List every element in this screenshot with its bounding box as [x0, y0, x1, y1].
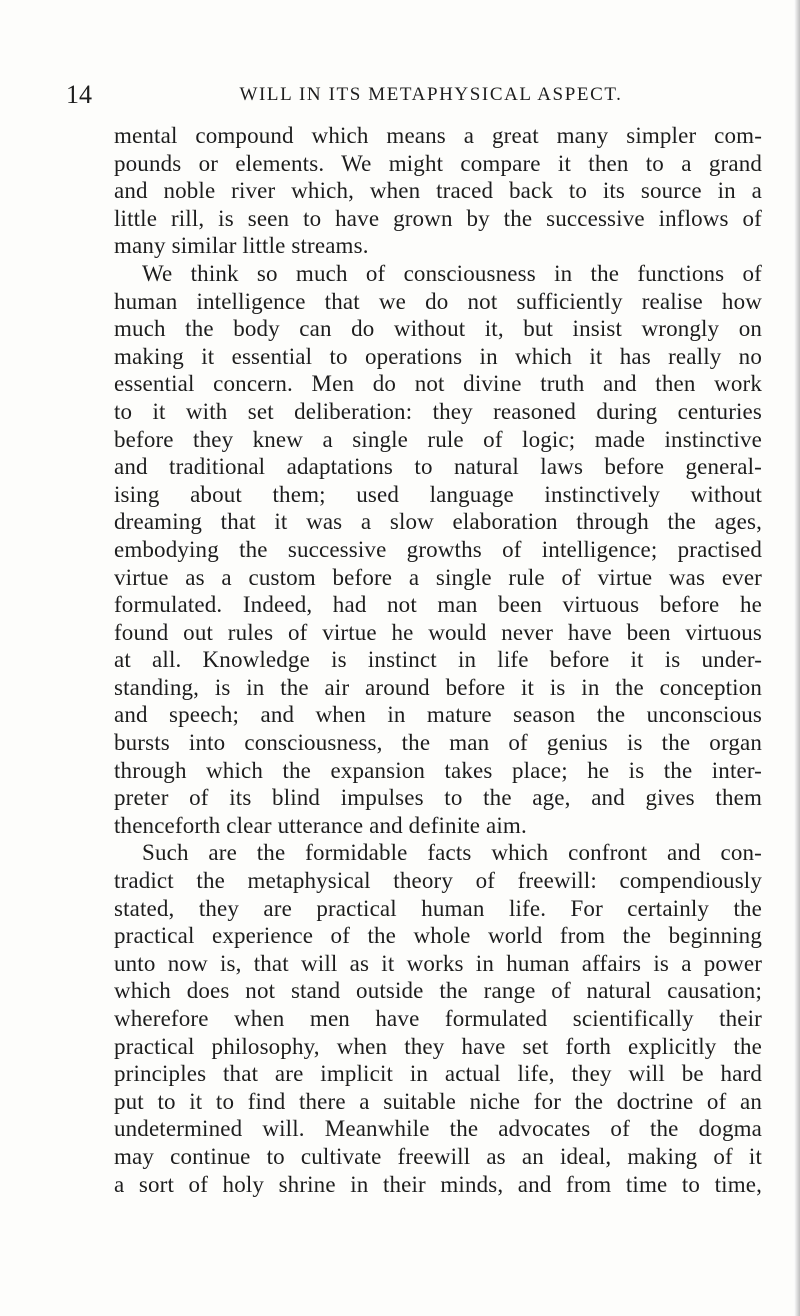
- text-line: bursts into consciousness, the man of genius is the organ: [114, 730, 762, 756]
- text-line: embodying the successive growths of intelligence; practised: [114, 536, 762, 562]
- text-line: human intelligence that we do not sufficiently realise how: [114, 288, 762, 314]
- text-line: virtue as a custom before a single rule of virtue was ever: [114, 564, 762, 590]
- text-line: before they knew a single rule of logic; made instinctive: [114, 426, 762, 452]
- text-line: thenceforth clear utterance and definite aim.: [114, 812, 527, 838]
- text-line: Such are the formidable facts which confront and con-: [142, 840, 762, 866]
- text-line: which does not stand outside the range of natural causation;: [114, 978, 762, 1004]
- body-text: [114, 122, 762, 1198]
- text-line: found out rules of virtue he would never have been virtuous: [114, 619, 762, 645]
- text-line: a sort of holy shrine in their minds, and from time to time,: [114, 1171, 762, 1197]
- text-line: We think so much of consciousness in the functions of: [142, 260, 762, 286]
- text-line: practical philosophy, when they have set forth explicitly the: [114, 1033, 762, 1059]
- page-number: 14: [66, 80, 92, 109]
- page-header: [66, 80, 756, 108]
- text-line: tradict the metaphysical theory of freewill: compendiously: [114, 868, 762, 894]
- text-line: principles that are implicit in actual life, they will be hard: [114, 1061, 762, 1087]
- text-line: preter of its blind impulses to the age, and gives them: [114, 785, 762, 811]
- text-line: dreaming that it was a slow elaboration through the ages,: [114, 509, 762, 535]
- running-head: WILL IN ITS METAPHYSICAL ASPECT.: [239, 84, 623, 105]
- text-line: little rill, is seen to have grown by the successive inflows of: [114, 205, 762, 231]
- text-line: and noble river which, when traced back to its source in a: [114, 178, 762, 204]
- text-line: stated, they are practical human life. For certainly the: [114, 895, 762, 921]
- text-line: standing, is in the air around before it is in the conception: [114, 674, 762, 700]
- text-line: and speech; and when in mature season the unconscious: [114, 702, 762, 728]
- text-line: essential concern. Men do not divine truth and then work: [114, 371, 762, 397]
- text-line: may continue to cultivate freewill as an ideal, making of it: [114, 1143, 762, 1169]
- page-edge-shadow: [794, 0, 800, 1316]
- text-line: and traditional adaptations to natural laws before general-: [114, 454, 762, 480]
- text-line: wherefore when men have formulated scientifically their: [114, 1006, 762, 1031]
- text-line: making it essential to operations in which it has really no: [114, 343, 762, 369]
- text-line: many similar little streams.: [114, 233, 369, 259]
- text-line: mental compound which means a great many simpler com-: [114, 123, 762, 148]
- text-line: formulated. Indeed, had not man been virtuous before he: [114, 592, 762, 618]
- text-line: pounds or elements. We might compare it then to a grand: [114, 150, 762, 176]
- text-line: undetermined will. Meanwhile the advocates of the dogma: [114, 1116, 762, 1142]
- text-line: to it with set deliberation: they reasoned during centuries: [114, 398, 762, 424]
- text-line: much the body can do without it, but insist wrongly on: [114, 316, 762, 342]
- text-line: unto now is, that will as it works in human affairs is a power: [114, 950, 762, 976]
- text-line: at all. Knowledge is instinct in life before it is under-: [114, 647, 762, 673]
- text-line: through which the expansion takes place; he is the inter-: [114, 757, 762, 783]
- text-line: put to it to find there a suitable niche for the doctrine of an: [114, 1088, 762, 1114]
- text-line: practical experience of the whole world from the beginning: [114, 923, 762, 949]
- text-line: ising about them; used language instinctively without: [114, 481, 762, 507]
